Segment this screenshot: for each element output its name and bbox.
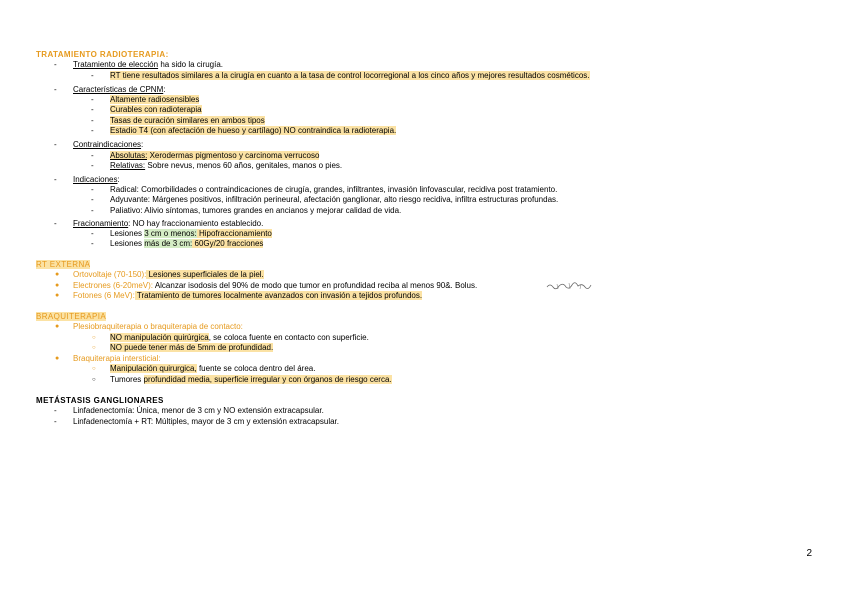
list-item-indicacion: Paliativo: Alivio síntomas, tumores grandes en ancianos y mejorar calidad de vida. (110, 206, 402, 215)
list-item-caracteristica (110, 126, 396, 136)
dash-marker: - (54, 417, 57, 426)
contraindicaciones-label: Contraindicaciones (73, 140, 142, 149)
list-item-caracteristica (110, 95, 199, 105)
indicaciones-label: Indicaciones (73, 175, 118, 184)
list-item-eleccion-sub (110, 71, 590, 81)
absolutas-label: Absolutas: (110, 151, 148, 160)
lesiones-prefix: Lesiones (110, 239, 145, 248)
externa-title-text: RT EXTERNA (36, 260, 91, 269)
dash-marker: - (91, 95, 94, 104)
dash-marker: - (91, 151, 94, 160)
eleccion-text: ha sido la cirugía. (158, 60, 224, 69)
intersticial-highlight: Manipulación quirurgica, (110, 364, 197, 373)
bullet-circle: ○ (92, 345, 96, 351)
list-item-indicacion: Radical: Comorbilidades o contraindicaciones de cirugía, grandes, infiltrantes, invasión linfovascular, recidiva post tratamiento. (110, 185, 558, 194)
list-item-indicacion: Adyuvante: Márgenes positivos, infiltración perineural, afectación ganglionar, alto riesgo recidiva, infiltra estructuras profundas. (110, 195, 559, 204)
lesiones-result: 60Gy/20 fracciones (192, 239, 264, 248)
plesio-text: , se coloca fuente en contacto con superficie. (208, 333, 369, 342)
externa-text: Alcanzar isodosis del 90% de modo que tumor en profundidad reciba al menos 90&. Bolus. (153, 281, 478, 290)
dash-marker: - (91, 116, 94, 125)
list-item-eleccion (73, 60, 223, 70)
lesiones-size-highlight: 3 cm o menos: (144, 229, 197, 238)
bullet-circle: ○ (92, 377, 96, 383)
list-item-plesio-sub (110, 343, 273, 353)
absolutas-text: Xerodermas pigmentoso y carcinoma verrucoso (147, 151, 320, 160)
caracteristica-text: Altamente radiosensibles (110, 95, 200, 104)
plesio-highlight: NO puede tener más de 5mm de profundidad. (110, 343, 274, 352)
dash-marker: - (91, 105, 94, 114)
bullet-dot: ● (55, 355, 60, 362)
braquiterapia-title-text: BRAQUITERAPIA (36, 312, 107, 321)
caracteristicas-colon: : (163, 85, 166, 94)
bullet-dot: ● (55, 282, 60, 289)
dash-marker: - (54, 406, 57, 415)
dash-marker: - (91, 239, 94, 248)
list-item-indicaciones (73, 175, 120, 185)
externa-label: Ortovoltaje (70-150): (73, 270, 147, 279)
caracteristicas-label: Características de CPNM (73, 85, 164, 94)
externa-label: Fotones (6 MeV): (73, 291, 135, 300)
dash-marker: - (91, 71, 94, 80)
list-item-caracteristicas (73, 85, 165, 95)
indicaciones-colon: : (117, 175, 120, 184)
bullet-circle: ○ (92, 366, 96, 372)
list-item-metastasis: Linfadenectomía + RT: Múltiples, mayor de 3 cm y extensión extracapsular. (73, 417, 339, 426)
eleccion-sub-text: RT tiene resultados similares a la cirugía en cuanto a la tasa de control locorregional a los cinco años y mejores resultados cosméticos. (110, 71, 590, 80)
list-item-lesiones-1 (110, 229, 272, 239)
list-item-intersticial-sub (110, 364, 315, 374)
lesiones-result: Hipofraccionamiento (196, 229, 272, 238)
externa-text: Lesiones superficiales de la piel. (146, 270, 264, 279)
section-title-radioterapia: TRATAMIENTO RADIOTERAPIA: (36, 50, 169, 59)
relativas-label: Relativas: (110, 161, 146, 170)
list-item-relativas (110, 161, 342, 171)
dash-marker: - (91, 126, 94, 135)
section-title-externa (36, 260, 90, 270)
bullet-dot: ● (55, 323, 60, 330)
externa-label: Electrones (6-20meV): (73, 281, 154, 290)
dash-marker: - (91, 206, 94, 215)
dash-marker: - (54, 175, 57, 184)
externa-text: Tratamiento de tumores localmente avanzados con invasión a tejidos profundos. (134, 291, 423, 300)
list-item-caracteristica (110, 105, 202, 115)
bullet-dot: ● (55, 292, 60, 299)
list-item-contraindicaciones (73, 140, 143, 150)
fraccionamiento-label: Fracionamiento (73, 219, 129, 228)
dash-marker: - (91, 195, 94, 204)
section-title-metastasis: METÁSTASIS GANGLIONARES (36, 396, 164, 405)
intersticial-highlight: profundidad media, superficie irregular y con órganos de riesgo cerca. (143, 375, 392, 384)
lesiones-prefix: Lesiones (110, 229, 145, 238)
handwritten-scribble (545, 280, 593, 292)
caracteristica-text: Tasas de curación similares en ambos tipos (110, 116, 265, 125)
dash-marker: - (91, 185, 94, 194)
list-item-plesio-sub (110, 333, 369, 343)
section-title-braquiterapia (36, 312, 106, 322)
dash-marker: - (54, 219, 57, 228)
list-item-fraccionamiento (73, 219, 263, 229)
page-number: 2 (806, 548, 812, 559)
lesiones-size-highlight: más de 3 cm: (144, 239, 193, 248)
dash-marker: - (54, 140, 57, 149)
relativas-text: Sobre nevus, menos 60 años, genitales, manos o pies. (145, 161, 343, 170)
dash-marker: - (54, 60, 57, 69)
dash-marker: - (91, 161, 94, 170)
intersticial-prefix: Tumores (110, 375, 144, 384)
bullet-circle: ○ (92, 335, 96, 341)
list-item-absolutas (110, 151, 319, 161)
list-item-intersticial: Braquiterapia intersticial: (73, 354, 161, 363)
list-item-intersticial-sub (110, 375, 392, 385)
fraccionamiento-text: : NO hay fraccionamiento establecido. (128, 219, 264, 228)
eleccion-label: Tratamiento de elección (73, 60, 159, 69)
caracteristica-text: Estadio T4 (con afectación de hueso y cartílago) NO contraindica la radioterapia. (110, 126, 397, 135)
bullet-dot: ● (55, 271, 60, 278)
plesio-highlight: NO manipulación quirúrgica (110, 333, 209, 342)
list-item-lesiones-2 (110, 239, 263, 249)
list-item-caracteristica (110, 116, 265, 126)
list-item-plesio: Plesiobraquiterapia o braquiterapia de contacto: (73, 322, 243, 331)
intersticial-text: fuente se coloca dentro del área. (196, 364, 316, 373)
list-item-externa (73, 291, 422, 301)
contraindicaciones-colon: : (141, 140, 144, 149)
dash-marker: - (54, 85, 57, 94)
list-item-externa (73, 270, 264, 280)
list-item-metastasis: Linfadenectomía: Única, menor de 3 cm y NO extensión extracapsular. (73, 406, 324, 415)
dash-marker: - (91, 229, 94, 238)
list-item-externa (73, 281, 477, 291)
caracteristica-text: Curables con radioterapia (110, 105, 202, 114)
